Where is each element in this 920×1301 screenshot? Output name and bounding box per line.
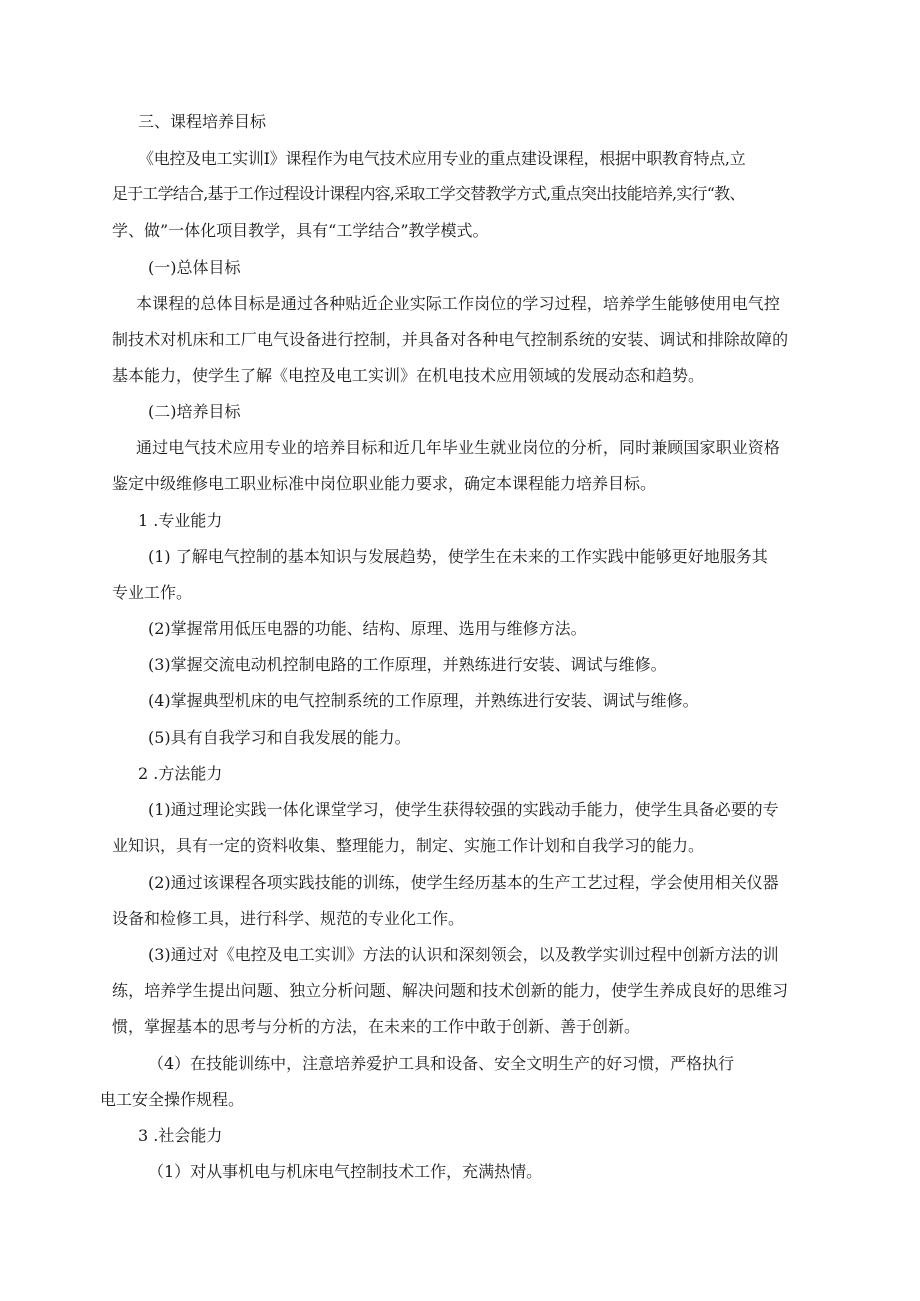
method-item-4-line-1: （4）在技能训练中，注意培养爱护工具和设备、安全文明生产的好习惯，严格执行	[148, 1054, 735, 1073]
overall-goal-title: (一)总体目标	[148, 258, 241, 277]
training-goal-line-1: 通过电气技术应用专业的培养目标和近几年毕业生就业岗位的分析，同时兼顾国家职业资格	[136, 438, 781, 457]
method-item-2-line-1: (2)通过该课程各项实践技能的训练，使学生经历基本的生产工艺过程，学会使用相关仪器	[148, 873, 779, 892]
professional-item-1-line-2: 专业工作。	[112, 583, 193, 602]
social-ability-title: 3 .社会能力	[138, 1126, 223, 1145]
method-item-3-line-2: 练，培养学生提出问题、独立分析问题、解决问题和技术创新的能力，使学生养成良好的思维习	[112, 981, 789, 1000]
professional-item-1-line-1: (1) 了解电气控制的基本知识与发展趋势，使学生在未来的工作实践中能够更好地服务其	[148, 547, 768, 566]
method-item-3-line-3: 惯，掌握基本的思考与分析的方法，在未来的工作中敢于创新、善于创新。	[112, 1017, 641, 1036]
professional-item-2: (2)掌握常用低压电器的功能、结构、原理、选用与维修方法。	[148, 619, 587, 638]
professional-ability-title: 1 .专业能力	[138, 511, 223, 530]
overall-goal-line-3: 基本能力，使学生了解《电控及电工实训》在机电技术应用领域的发展动态和趋势。	[112, 366, 705, 385]
training-goal-line-2: 鉴定中级维修电工职业标准中岗位职业能力要求，确定本课程能力培养目标。	[112, 474, 657, 493]
training-goal-title: (二)培养目标	[148, 402, 241, 421]
method-item-2-line-2: 设备和检修工具，进行科学、规范的专业化工作。	[112, 909, 465, 928]
section-heading: 三、课程培养目标	[138, 112, 267, 131]
intro-line-3: 学、做”一体化项目教学，具有“工学结合”教学模式。	[112, 221, 489, 240]
professional-item-4: (4)掌握典型机床的电气控制系统的工作原理，并熟练进行安装、调试与维修。	[148, 691, 699, 710]
intro-line-1: 《电控及电工实训Ⅰ》课程作为电气技术应用专业的重点建设课程，根据中职教育特点,立	[138, 149, 746, 168]
method-item-1-line-2: 业知识，具有一定的资料收集、整理能力，制定、实施工作计划和自我学习的能力。	[112, 836, 705, 855]
social-item-1: （1）对从事机电与机床电气控制技术工作，充满热情。	[148, 1162, 543, 1181]
method-item-4-line-2: 电工安全操作规程。	[100, 1090, 245, 1109]
method-item-1-line-1: (1)通过理论实践一体化课堂学习，使学生获得较强的实践动手能力，使学生具备必要的专	[148, 800, 779, 819]
overall-goal-line-1: 本课程的总体目标是通过各种贴近企业实际工作岗位的学习过程，培养学生能够使用电气控	[136, 294, 781, 313]
intro-line-2: 足于工学结合,基于工作过程设计课程内容,采取工学交替教学方式,重点突出技能培养,实行“教、	[112, 184, 745, 203]
overall-goal-line-2: 制技术对机床和工厂电气设备进行控制，并具备对各种电气控制系统的安装、调试和排除故障的	[112, 330, 789, 349]
method-item-3-line-1: (3)通过对《电控及电工实训》方法的认识和深刻领会，以及教学实训过程中创新方法的训	[148, 945, 779, 964]
professional-item-3: (3)掌握交流电动机控制电路的工作原理，并熟练进行安装、调试与维修。	[148, 655, 667, 674]
method-ability-title: 2 .方法能力	[138, 764, 223, 783]
professional-item-5: (5)具有自我学习和自我发展的能力。	[148, 728, 411, 747]
